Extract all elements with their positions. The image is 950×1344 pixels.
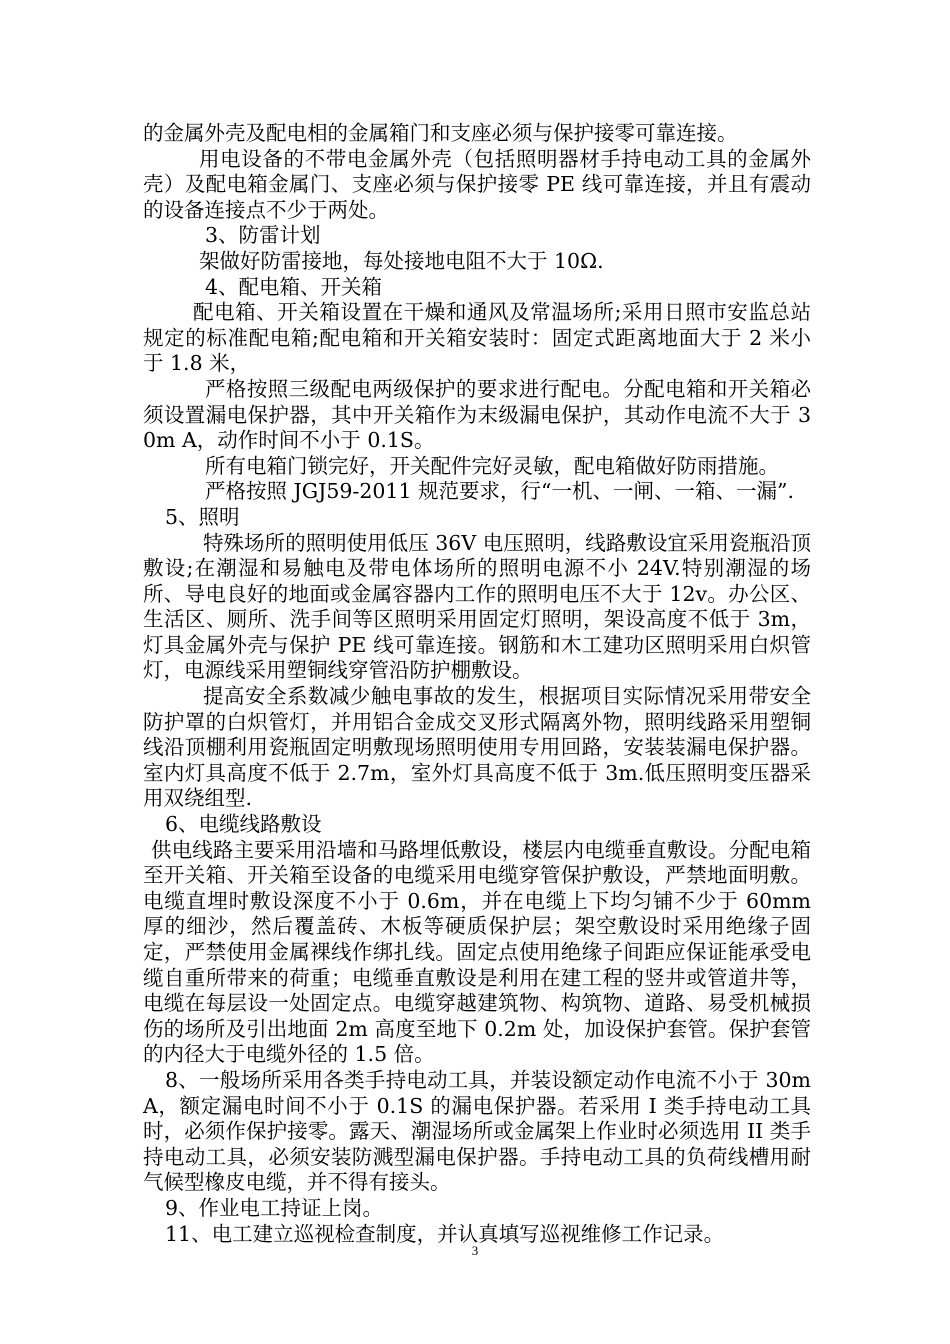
paragraph-equipment-grounding: 用电设备的不带电金属外壳（包括照明器材手持电动工具的金属外壳）及配电箱金属门、支座必须与保护接零 PE 线可靠连接，并且有震动的设备连接点不少于两处。 bbox=[143, 146, 811, 222]
paragraph-cable-routing: 供电线路主要采用沿墙和马路埋低敷设，楼层内电缆垂直敷设。分配电箱至开关箱、开关箱至设备的电缆采用电缆穿管保护敷设，严禁地面明敷。电缆直埋时敷设深度不小于 0.6m，并在电缆上下均匀铺不少于 60mm 厚的细沙，然后覆盖砖、木板等硬质保护层；架空敷设时采用绝缘子固定，严禁使用金属裸线作绑扎线。固定点使用绝缘子间距应保证能承受电缆自重所带来的荷重；电缆垂直敷设是利用在建工程的竖井或管道井等，电缆在每层设一处固定点。电缆穿越建筑物、构筑物、道路、易受机械损伤的场所及引出地面 2m 高度至地下 0.2m 处，加设保护套管。保护套管的内径大于电缆外径的 1.5 倍。 bbox=[143, 837, 811, 1067]
document-body bbox=[143, 121, 811, 1247]
page-number: 3 bbox=[471, 1243, 479, 1258]
paragraph-box-locks: 所有电箱门锁完好，开关配件完好灵敏，配电箱做好防雨措施。 bbox=[205, 453, 779, 478]
heading-lighting: 5、照明 bbox=[165, 504, 240, 529]
heading-cable-routing: 6、电缆线路敷设 bbox=[165, 812, 322, 837]
paragraph-certified-electricians: 9、作业电工持证上岗。 bbox=[165, 1195, 384, 1220]
heading-distribution-boxes: 4、配电箱、开关箱 bbox=[205, 274, 383, 299]
heading-lightning-protection: 3、防雷计划 bbox=[205, 223, 321, 248]
paragraph-grounding-continuation: 的金属外壳及配电相的金属箱门和支座必须与保护接零可靠连接。 bbox=[143, 121, 738, 145]
paragraph-special-lighting: 特殊场所的照明使用低压 36V 电压照明，线路敷设宜采用瓷瓶沿顶敷设;在潮湿和易触电及带电体场所的照明电源不小 24V.特别潮湿的场所、导电良好的地面或金属容器内工作的照明电压不大于 12v。办公区、生活区、厕所、洗手间等区照明采用固定灯照明，架设高度不低于 3m，灯具金属外壳与保护 PE 线可靠连接。钢筋和木工建功区照明采用白炽管灯，电源线采用塑铜线穿管沿防护棚敷设。 bbox=[143, 530, 811, 683]
paragraph-hand-tools: 8、一般场所采用各类手持电动工具，并装设额定动作电流不小于 30mA，额定漏电时间不小于 0.1S 的漏电保护器。若采用 I 类手持电动工具时，必须作保护接零。露天、潮湿场所或金属架上作业时必须选用 II 类手持电动工具，必须安装防溅型漏电保护器。手持电动工具的负荷线槽用耐气候型橡皮电缆，并不得有接头。 bbox=[143, 1067, 811, 1195]
paragraph-three-level-distribution: 严格按照三级配电两级保护的要求进行配电。分配电箱和开关箱必须设置漏电保护器，其中开关箱作为末级漏电保护，其动作电流不大于 30m A，动作时间不小于 0.1S。 bbox=[143, 376, 811, 453]
paragraph-safety-lighting: 提高安全系数减少触电事故的发生，根据项目实际情况采用带安全防护罩的白炽管灯，并用铝合金成交叉形式隔离外物，照明线路采用塑铜线沿顶棚利用瓷瓶固定明敷现场照明使用专用回路，安装装漏电保护器。室内灯具高度不低于 2.7m，室外灯具高度不低于 3m.低压照明变压器采用双绕组型. bbox=[143, 684, 811, 811]
paragraph-lightning-grounding: 架做好防雷接地，每处接地电阻不大于 10Ω. bbox=[199, 248, 604, 273]
paragraph-jgj-standard: 严格按照 JGJ59-2011 规范要求，行“一机、一闸、一箱、一漏”. bbox=[205, 479, 795, 504]
paragraph-distribution-box-setup: 配电箱、开关箱设置在干燥和通风及常温场所;采用日照市安监总站规定的标准配电箱;配电箱和开关箱安装时：固定式距离地面大于 2 米小于 1.8 米， bbox=[143, 300, 811, 376]
paragraph-inspection-system: 11、电工建立巡视检查制度，并认真填写巡视维修工作记录。 bbox=[165, 1221, 725, 1246]
